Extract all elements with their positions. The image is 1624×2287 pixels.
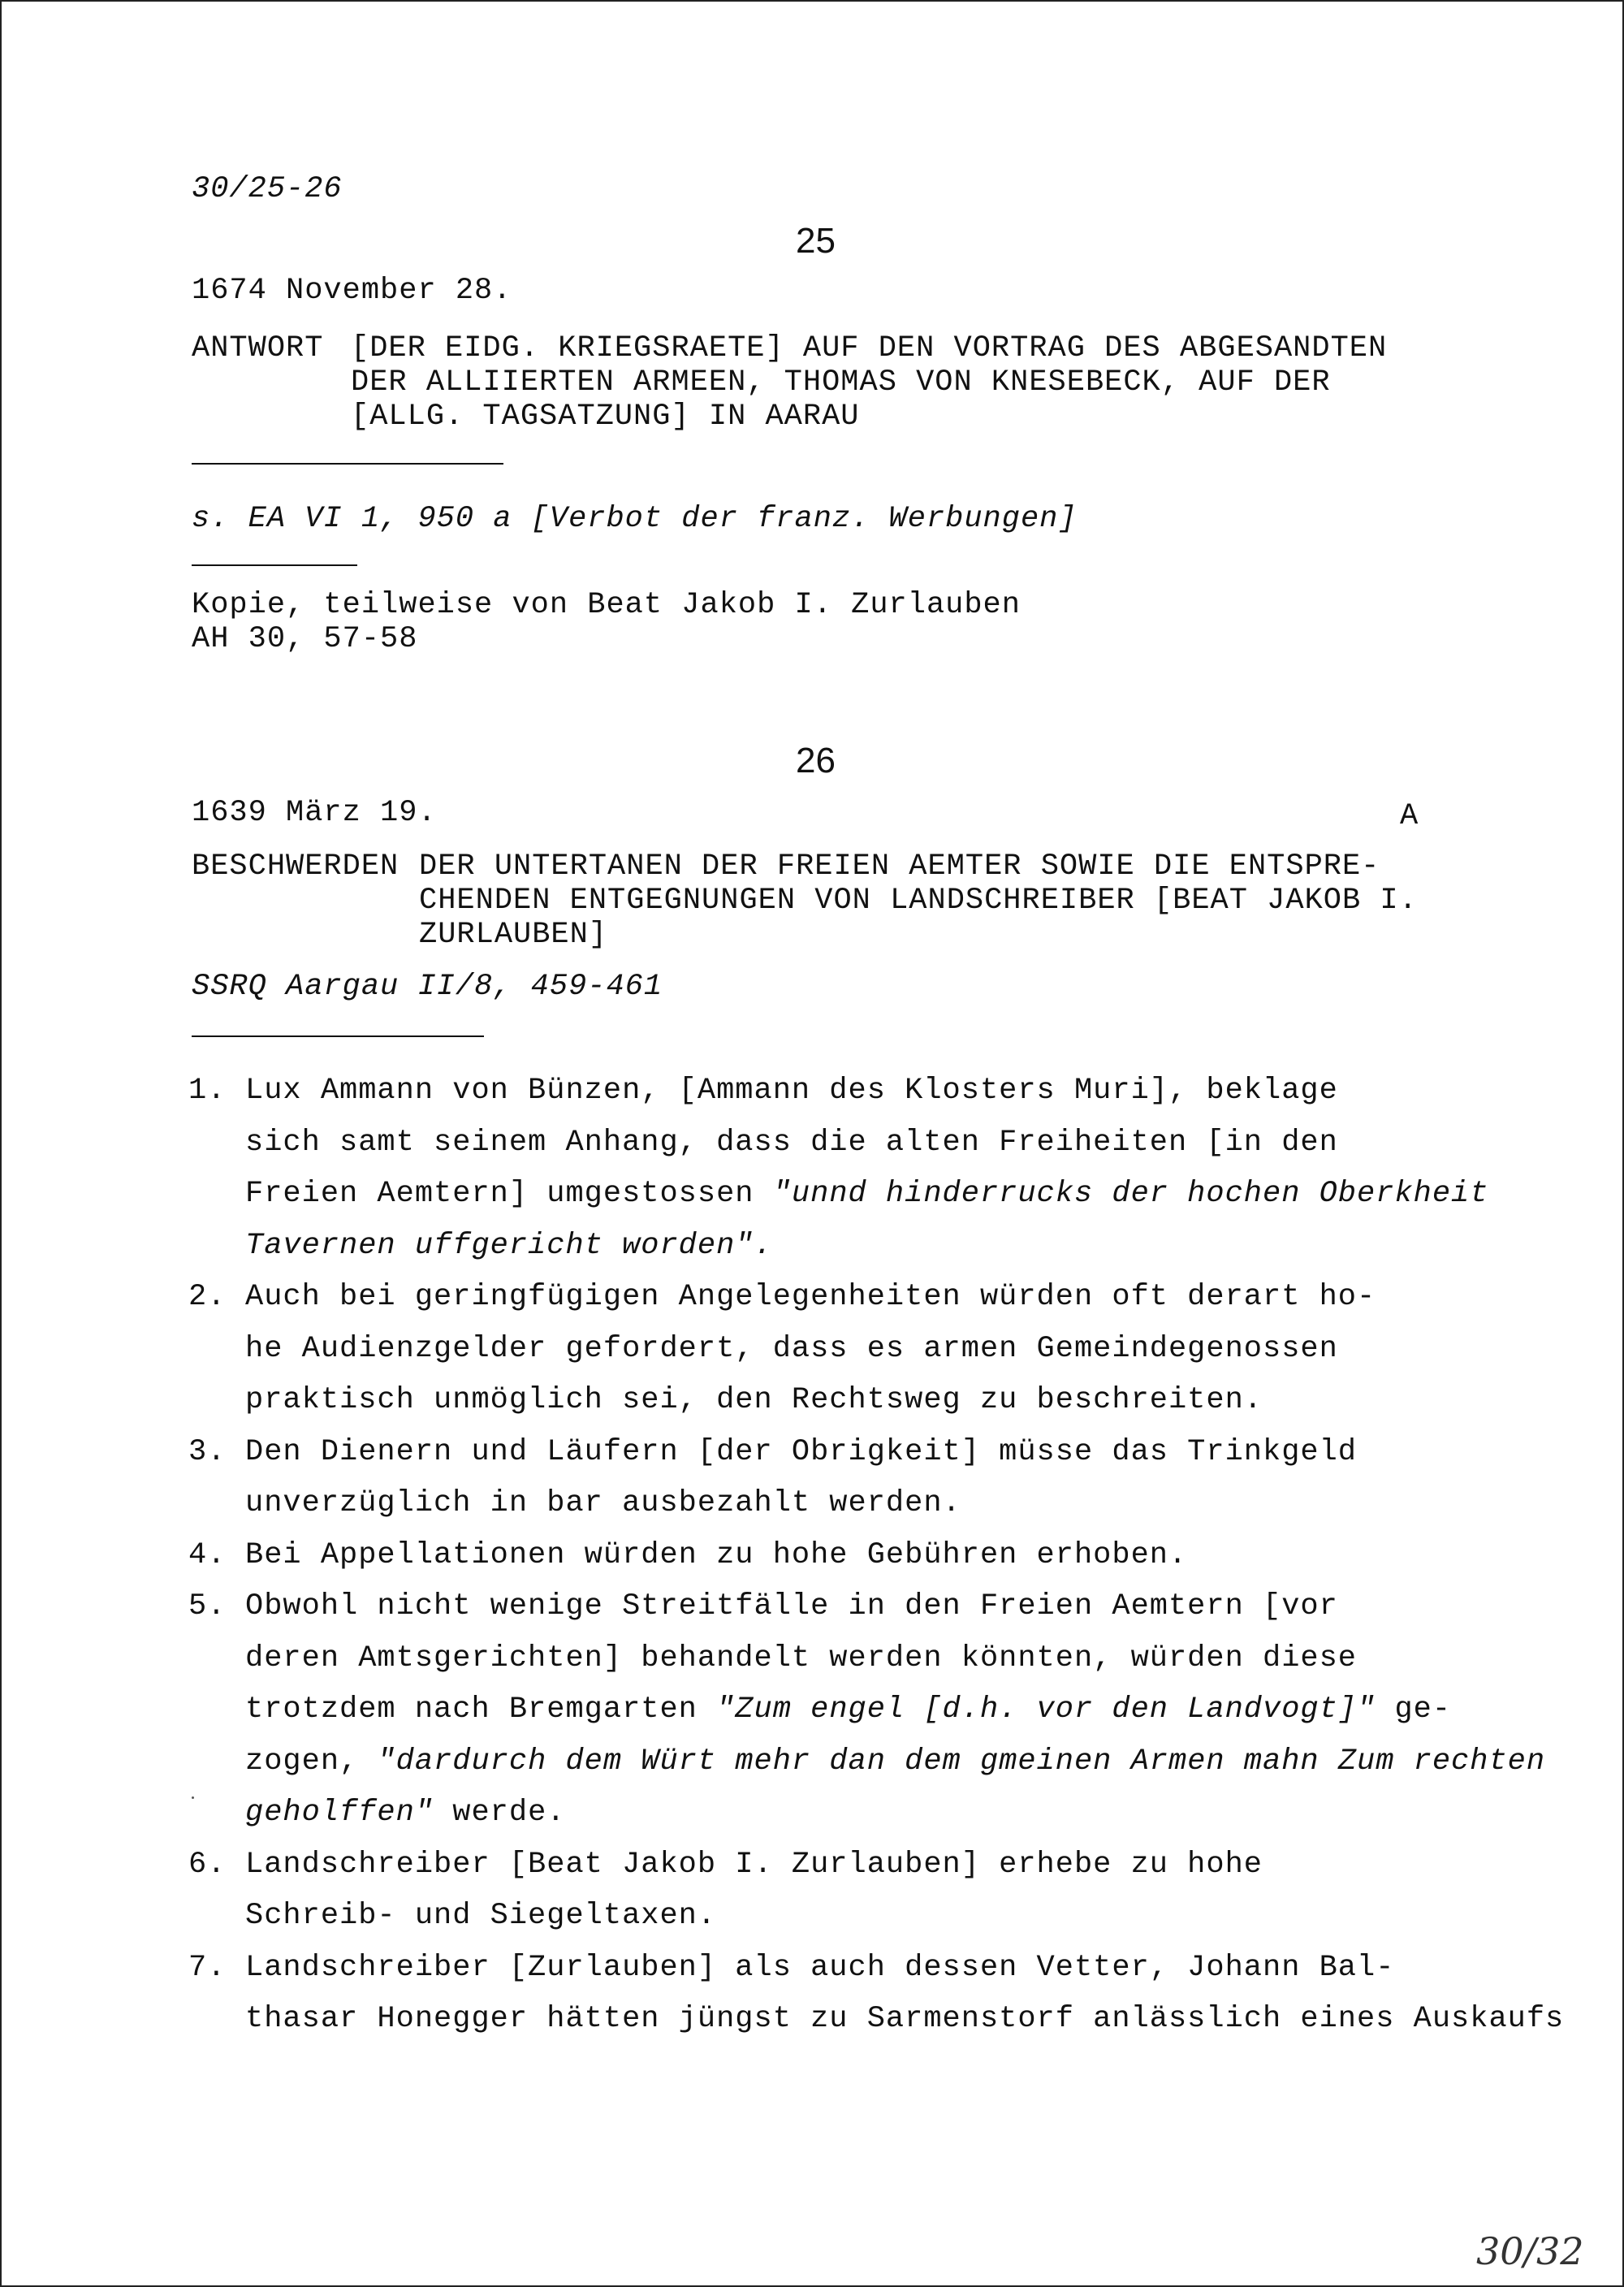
entry-26-title-line: ZURLAUBEN]	[419, 918, 608, 952]
list-item-line	[245, 1693, 1451, 1727]
line-text: thasar Honegger hätten jüngst zu Sarmenstorf anlässlich eines Auskaufs	[245, 2002, 1565, 2036]
quoted-source-text: "dardurch dem Würt mehr dan dem gmeinen Armen mahn Zum rechten	[377, 1744, 1546, 1779]
scan-speck	[192, 1796, 194, 1799]
line-text: ge-	[1376, 1693, 1452, 1727]
line-text: trotzdem nach Bremgarten	[245, 1693, 717, 1727]
entry-25-reference: s. EA VI 1, 950 a [Verbot der franz. Werbungen]	[192, 502, 1078, 536]
list-item-line	[245, 1796, 565, 1830]
line-text: Schreib- und Siegeltaxen.	[245, 1899, 717, 1933]
line-text: praktisch unmöglich sei, den Rechtsweg zu beschreiten.	[245, 1383, 1263, 1417]
list-item-line	[245, 1229, 773, 1263]
line-text: Freien Aemtern] umgestossen	[245, 1177, 773, 1211]
entry-25-title-line: [ALLG. TAGSATZUNG] IN AARAU	[351, 400, 860, 434]
list-item-number: 3.	[188, 1434, 227, 1469]
entry-26-title-label: BESCHWERDEN	[192, 850, 400, 884]
line-text: sich samt seinem Anhang, dass die alten Freiheiten [in den	[245, 1125, 1338, 1160]
quoted-source-text: "unnd hinderrucks der hochen Oberkheit	[772, 1177, 1489, 1211]
line-text: Auch bei geringfügigen Angelegenheiten würden oft derart ho-	[245, 1280, 1376, 1314]
quoted-source-text: geholffen"	[245, 1796, 434, 1830]
list-item-line	[245, 1744, 1545, 1779]
list-item-number: 7.	[188, 1950, 227, 1985]
line-text: Bei Appellationen würden zu hohe Gebühren erhoben.	[245, 1537, 1188, 1572]
line-text: unverzüglich in bar ausbezahlt werden.	[245, 1486, 961, 1520]
entry-25-source-line: Kopie, teilweise von Beat Jakob I. Zurlauben	[192, 588, 1021, 622]
list-item-line	[245, 1951, 1394, 1985]
list-item-line	[245, 1280, 1376, 1314]
divider-rule	[192, 463, 503, 465]
list-item-line	[245, 2002, 1564, 2036]
line-text: zogen,	[245, 1744, 378, 1779]
entry-25-number: 25	[796, 221, 836, 261]
entry-25-title-line: [DER EIDG. KRIEGSRAETE] AUF DEN VORTRAG DES ABGESANDTEN	[351, 331, 1388, 365]
entry-25-source-line: AH 30, 57-58	[192, 622, 418, 656]
list-item-line	[245, 1899, 716, 1933]
list-item-number: 4.	[188, 1537, 227, 1572]
line-text: Landschreiber [Zurlauben] als auch dessen Vetter, Johann Bal-	[245, 1950, 1395, 1985]
entry-26-title-line: DER UNTERTANEN DER FREIEN AEMTER SOWIE DIE ENTSPRE-	[419, 850, 1380, 884]
line-text: he Audienzgelder gefordert, dass es armen Gemeindegenossen	[245, 1331, 1338, 1366]
entry-25-date: 1674 November 28.	[192, 274, 512, 308]
handwritten-page-number: 30/32	[1476, 2229, 1584, 2273]
list-item-number: 1.	[188, 1074, 227, 1108]
list-item-number: 2.	[188, 1280, 227, 1314]
divider-rule	[192, 1035, 484, 1037]
list-item-line	[245, 1486, 961, 1520]
list-item-line	[245, 1074, 1338, 1108]
entry-26-marker: A	[1400, 799, 1419, 833]
list-item-line	[245, 1177, 1488, 1211]
line-text: Den Dienern und Läufern [der Obrigkeit] müsse das Trinkgeld	[245, 1434, 1358, 1469]
archive-reference: 30/25-26	[192, 172, 343, 206]
list-item-line	[245, 1126, 1338, 1160]
list-item-line	[245, 1641, 1357, 1675]
entry-26-number: 26	[796, 741, 836, 780]
list-item-line	[245, 1383, 1263, 1417]
entry-25-title-label: ANTWORT	[192, 331, 324, 365]
list-item-line	[245, 1538, 1187, 1572]
line-text: deren Amtsgerichten] behandelt werden könnten, würden diese	[245, 1641, 1358, 1675]
quoted-source-text: Tavernen uffgericht worden".	[245, 1228, 773, 1263]
line-text: Obwohl nicht wenige Streitfälle in den Freien Aemtern [vor	[245, 1589, 1338, 1623]
entry-26-reference: SSRQ Aargau II/8, 459-461	[192, 970, 663, 1004]
entry-26-title-line: CHENDEN ENTGEGNUNGEN VON LANDSCHREIBER [BEAT JAKOB I.	[419, 884, 1418, 918]
entry-25-title-line: DER ALLIIERTEN ARMEEN, THOMAS VON KNESEBECK, AUF DER	[351, 365, 1331, 400]
line-text: Lux Ammann von Bünzen, [Ammann des Klosters Muri], beklage	[245, 1074, 1338, 1108]
list-item-line	[245, 1848, 1263, 1882]
entry-26-date: 1639 März 19.	[192, 796, 437, 830]
list-item-line	[245, 1435, 1357, 1469]
list-item-line	[245, 1332, 1338, 1366]
line-text: werde.	[434, 1796, 566, 1830]
list-item-number: 6.	[188, 1847, 227, 1882]
quoted-source-text: "Zum engel [d.h. vor den Landvogt]"	[716, 1693, 1376, 1727]
list-item-number: 5.	[188, 1589, 227, 1623]
divider-rule	[192, 564, 357, 566]
line-text: Landschreiber [Beat Jakob I. Zurlauben] erhebe zu hohe	[245, 1847, 1263, 1882]
list-item-line	[245, 1589, 1338, 1623]
